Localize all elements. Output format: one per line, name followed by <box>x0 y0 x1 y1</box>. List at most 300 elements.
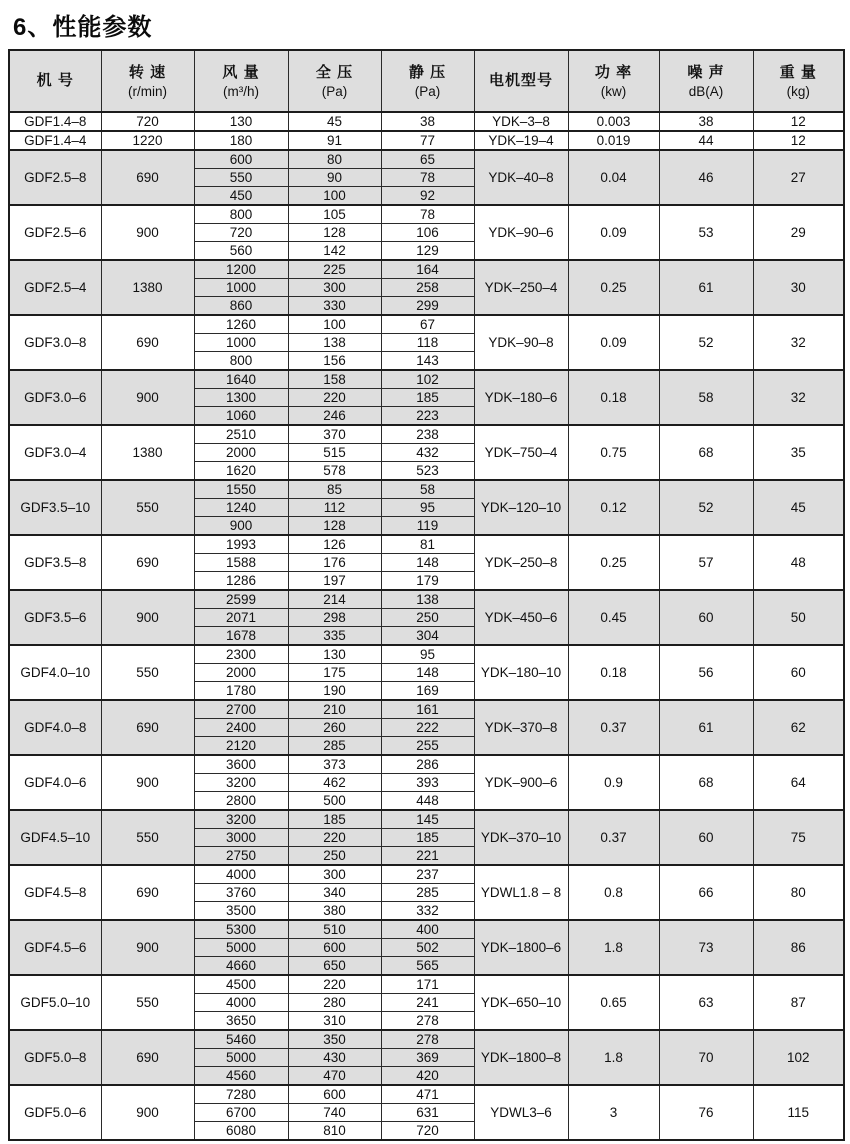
total-pressure-cell: 45 <box>288 112 381 131</box>
header-static-pressure-unit: (Pa) <box>414 83 441 99</box>
model-cell: GDF3.5–10 <box>9 480 101 535</box>
speed-cell: 690 <box>101 700 194 755</box>
airflow-cell: 1060 <box>194 407 288 426</box>
airflow-cell: 1993 <box>194 535 288 554</box>
noise-cell: 52 <box>659 480 753 535</box>
noise-cell: 66 <box>659 865 753 920</box>
static-pressure-cell: 400 <box>381 920 474 939</box>
static-pressure-cell: 65 <box>381 150 474 169</box>
speed-cell: 900 <box>101 1085 194 1140</box>
table-header <box>9 50 844 112</box>
static-pressure-cell: 143 <box>381 352 474 371</box>
total-pressure-cell: 250 <box>288 847 381 866</box>
header-airflow-unit: (m³/h) <box>223 83 259 99</box>
header-total-pressure-label: 全 压 <box>315 63 354 81</box>
speed-cell: 690 <box>101 150 194 205</box>
motor-model-cell: YDWL3–6 <box>474 1085 568 1140</box>
total-pressure-cell: 330 <box>288 297 381 316</box>
airflow-cell: 3200 <box>194 774 288 792</box>
total-pressure-cell: 462 <box>288 774 381 792</box>
power-cell: 0.37 <box>568 700 659 755</box>
static-pressure-cell: 222 <box>381 719 474 737</box>
header-weight-label: 重 量 <box>779 63 817 81</box>
static-pressure-cell: 78 <box>381 205 474 224</box>
static-pressure-cell: 250 <box>381 609 474 627</box>
weight-cell: 12 <box>753 131 844 150</box>
motor-model-cell: YDWL1.8 – 8 <box>474 865 568 920</box>
table-row <box>9 1085 844 1104</box>
motor-model-cell: YDK–450–6 <box>474 590 568 645</box>
airflow-cell: 550 <box>194 169 288 187</box>
total-pressure-cell: 740 <box>288 1104 381 1122</box>
total-pressure-cell: 220 <box>288 389 381 407</box>
motor-model-cell: YDK–90–8 <box>474 315 568 370</box>
static-pressure-cell: 92 <box>381 187 474 206</box>
static-pressure-cell: 432 <box>381 444 474 462</box>
weight-cell: 32 <box>753 370 844 425</box>
airflow-cell: 1780 <box>194 682 288 701</box>
total-pressure-cell: 156 <box>288 352 381 371</box>
power-cell: 0.65 <box>568 975 659 1030</box>
static-pressure-cell: 161 <box>381 700 474 719</box>
static-pressure-cell: 106 <box>381 224 474 242</box>
header-row <box>9 50 844 112</box>
static-pressure-cell: 393 <box>381 774 474 792</box>
motor-model-cell: YDK–1800–6 <box>474 920 568 975</box>
static-pressure-cell: 502 <box>381 939 474 957</box>
speed-cell: 900 <box>101 370 194 425</box>
table-row <box>9 645 844 664</box>
header-speed <box>101 50 194 112</box>
total-pressure-cell: 298 <box>288 609 381 627</box>
airflow-cell: 4560 <box>194 1067 288 1086</box>
weight-cell: 50 <box>753 590 844 645</box>
airflow-cell: 720 <box>194 224 288 242</box>
header-airflow <box>194 50 288 112</box>
total-pressure-cell: 350 <box>288 1030 381 1049</box>
total-pressure-cell: 373 <box>288 755 381 774</box>
static-pressure-cell: 278 <box>381 1030 474 1049</box>
noise-cell: 61 <box>659 260 753 315</box>
speed-cell: 550 <box>101 645 194 700</box>
total-pressure-cell: 185 <box>288 810 381 829</box>
static-pressure-cell: 299 <box>381 297 474 316</box>
model-cell: GDF5.0–10 <box>9 975 101 1030</box>
airflow-cell: 6700 <box>194 1104 288 1122</box>
total-pressure-cell: 100 <box>288 187 381 206</box>
total-pressure-cell: 300 <box>288 279 381 297</box>
header-power <box>568 50 659 112</box>
static-pressure-cell: 148 <box>381 554 474 572</box>
power-cell: 0.09 <box>568 205 659 260</box>
header-motor-model-label: 电机型号 <box>488 72 553 89</box>
airflow-cell: 1678 <box>194 627 288 646</box>
table-row <box>9 150 844 169</box>
noise-cell: 70 <box>659 1030 753 1085</box>
static-pressure-cell: 38 <box>381 112 474 131</box>
speed-cell: 900 <box>101 205 194 260</box>
model-cell: GDF4.5–6 <box>9 920 101 975</box>
weight-cell: 87 <box>753 975 844 1030</box>
power-cell: 0.18 <box>568 370 659 425</box>
airflow-cell: 3200 <box>194 810 288 829</box>
airflow-cell: 3760 <box>194 884 288 902</box>
noise-cell: 38 <box>659 112 753 131</box>
static-pressure-cell: 171 <box>381 975 474 994</box>
table-row <box>9 205 844 224</box>
static-pressure-cell: 145 <box>381 810 474 829</box>
airflow-cell: 2000 <box>194 444 288 462</box>
airflow-cell: 1550 <box>194 480 288 499</box>
static-pressure-cell: 471 <box>381 1085 474 1104</box>
static-pressure-cell: 241 <box>381 994 474 1012</box>
power-cell: 1.8 <box>568 920 659 975</box>
motor-model-cell: YDK–1800–8 <box>474 1030 568 1085</box>
model-cell: GDF4.0–10 <box>9 645 101 700</box>
weight-cell: 27 <box>753 150 844 205</box>
total-pressure-cell: 810 <box>288 1122 381 1141</box>
airflow-cell: 1000 <box>194 279 288 297</box>
total-pressure-cell: 130 <box>288 645 381 664</box>
total-pressure-cell: 220 <box>288 975 381 994</box>
total-pressure-cell: 650 <box>288 957 381 976</box>
static-pressure-cell: 102 <box>381 370 474 389</box>
static-pressure-cell: 286 <box>381 755 474 774</box>
total-pressure-cell: 220 <box>288 829 381 847</box>
total-pressure-cell: 578 <box>288 462 381 481</box>
header-power-unit: (kw) <box>600 83 627 99</box>
table-row <box>9 480 844 499</box>
airflow-cell: 3650 <box>194 1012 288 1031</box>
total-pressure-cell: 500 <box>288 792 381 811</box>
airflow-cell: 800 <box>194 352 288 371</box>
total-pressure-cell: 430 <box>288 1049 381 1067</box>
header-static-pressure-label: 静 压 <box>408 63 447 81</box>
noise-cell: 44 <box>659 131 753 150</box>
model-cell: GDF3.5–8 <box>9 535 101 590</box>
total-pressure-cell: 158 <box>288 370 381 389</box>
airflow-cell: 4000 <box>194 865 288 884</box>
motor-model-cell: YDK–900–6 <box>474 755 568 810</box>
airflow-cell: 2300 <box>194 645 288 664</box>
total-pressure-cell: 128 <box>288 224 381 242</box>
airflow-cell: 2400 <box>194 719 288 737</box>
airflow-cell: 560 <box>194 242 288 261</box>
weight-cell: 32 <box>753 315 844 370</box>
static-pressure-cell: 631 <box>381 1104 474 1122</box>
total-pressure-cell: 142 <box>288 242 381 261</box>
model-cell: GDF3.0–6 <box>9 370 101 425</box>
static-pressure-cell: 58 <box>381 480 474 499</box>
model-cell: GDF2.5–8 <box>9 150 101 205</box>
static-pressure-cell: 285 <box>381 884 474 902</box>
airflow-cell: 180 <box>194 131 288 150</box>
static-pressure-cell: 185 <box>381 389 474 407</box>
total-pressure-cell: 190 <box>288 682 381 701</box>
weight-cell: 35 <box>753 425 844 480</box>
static-pressure-cell: 420 <box>381 1067 474 1086</box>
power-cell: 0.003 <box>568 112 659 131</box>
airflow-cell: 5300 <box>194 920 288 939</box>
motor-model-cell: YDK–180–10 <box>474 645 568 700</box>
airflow-cell: 4500 <box>194 975 288 994</box>
speed-cell: 900 <box>101 590 194 645</box>
static-pressure-cell: 258 <box>381 279 474 297</box>
header-noise <box>659 50 753 112</box>
airflow-cell: 2700 <box>194 700 288 719</box>
power-cell: 0.8 <box>568 865 659 920</box>
power-cell: 0.37 <box>568 810 659 865</box>
speed-cell: 550 <box>101 810 194 865</box>
weight-cell: 45 <box>753 480 844 535</box>
weight-cell: 62 <box>753 700 844 755</box>
static-pressure-cell: 169 <box>381 682 474 701</box>
weight-cell: 48 <box>753 535 844 590</box>
total-pressure-cell: 85 <box>288 480 381 499</box>
total-pressure-cell: 246 <box>288 407 381 426</box>
static-pressure-cell: 523 <box>381 462 474 481</box>
noise-cell: 61 <box>659 700 753 755</box>
table-row <box>9 370 844 389</box>
speed-cell: 720 <box>101 112 194 131</box>
static-pressure-cell: 223 <box>381 407 474 426</box>
weight-cell: 64 <box>753 755 844 810</box>
total-pressure-cell: 126 <box>288 535 381 554</box>
table-row <box>9 425 844 444</box>
table-row <box>9 112 844 131</box>
airflow-cell: 2599 <box>194 590 288 609</box>
speed-cell: 550 <box>101 480 194 535</box>
airflow-cell: 2750 <box>194 847 288 866</box>
static-pressure-cell: 77 <box>381 131 474 150</box>
static-pressure-cell: 148 <box>381 664 474 682</box>
header-noise-label: 噪 声 <box>687 63 725 81</box>
static-pressure-cell: 67 <box>381 315 474 334</box>
page-title: 6、性能参数 <box>13 14 153 41</box>
airflow-cell: 600 <box>194 150 288 169</box>
motor-model-cell: YDK–650–10 <box>474 975 568 1030</box>
power-cell: 0.9 <box>568 755 659 810</box>
model-cell: GDF2.5–4 <box>9 260 101 315</box>
header-motor-model <box>474 50 568 112</box>
motor-model-cell: YDK–40–8 <box>474 150 568 205</box>
static-pressure-cell: 81 <box>381 535 474 554</box>
model-cell: GDF3.5–6 <box>9 590 101 645</box>
performance-table <box>8 49 845 1141</box>
noise-cell: 58 <box>659 370 753 425</box>
noise-cell: 76 <box>659 1085 753 1140</box>
total-pressure-cell: 210 <box>288 700 381 719</box>
table-row <box>9 131 844 150</box>
total-pressure-cell: 176 <box>288 554 381 572</box>
table-row <box>9 755 844 774</box>
speed-cell: 900 <box>101 755 194 810</box>
header-airflow-label: 风 量 <box>222 63 260 81</box>
header-weight-unit: (kg) <box>786 83 810 99</box>
total-pressure-cell: 335 <box>288 627 381 646</box>
static-pressure-cell: 95 <box>381 645 474 664</box>
noise-cell: 60 <box>659 810 753 865</box>
airflow-cell: 1588 <box>194 554 288 572</box>
noise-cell: 46 <box>659 150 753 205</box>
model-cell: GDF1.4–4 <box>9 131 101 150</box>
model-cell: GDF2.5–6 <box>9 205 101 260</box>
weight-cell: 60 <box>753 645 844 700</box>
header-model-label: 机 号 <box>36 72 74 89</box>
header-speed-unit: (r/min) <box>128 83 167 99</box>
model-cell: GDF4.5–8 <box>9 865 101 920</box>
power-cell: 0.09 <box>568 315 659 370</box>
airflow-cell: 2120 <box>194 737 288 756</box>
total-pressure-cell: 280 <box>288 994 381 1012</box>
total-pressure-cell: 112 <box>288 499 381 517</box>
header-noise-unit: dB(A) <box>688 83 724 99</box>
airflow-cell: 1640 <box>194 370 288 389</box>
airflow-cell: 2510 <box>194 425 288 444</box>
static-pressure-cell: 278 <box>381 1012 474 1031</box>
power-cell: 0.019 <box>568 131 659 150</box>
airflow-cell: 6080 <box>194 1122 288 1141</box>
motor-model-cell: YDK–250–8 <box>474 535 568 590</box>
table-row <box>9 315 844 334</box>
airflow-cell: 1286 <box>194 572 288 591</box>
header-power-label: 功 率 <box>594 63 633 81</box>
performance-table-body <box>9 112 844 1140</box>
motor-model-cell: YDK–250–4 <box>474 260 568 315</box>
static-pressure-cell: 448 <box>381 792 474 811</box>
weight-cell: 30 <box>753 260 844 315</box>
header-speed-label: 转 速 <box>128 63 167 81</box>
motor-model-cell: YDK–19–4 <box>474 131 568 150</box>
static-pressure-cell: 304 <box>381 627 474 646</box>
total-pressure-cell: 600 <box>288 1085 381 1104</box>
total-pressure-cell: 310 <box>288 1012 381 1031</box>
header-weight <box>753 50 844 112</box>
power-cell: 1.8 <box>568 1030 659 1085</box>
weight-cell: 80 <box>753 865 844 920</box>
static-pressure-cell: 119 <box>381 517 474 536</box>
static-pressure-cell: 332 <box>381 902 474 921</box>
airflow-cell: 5460 <box>194 1030 288 1049</box>
speed-cell: 690 <box>101 865 194 920</box>
total-pressure-cell: 100 <box>288 315 381 334</box>
airflow-cell: 5000 <box>194 939 288 957</box>
airflow-cell: 4660 <box>194 957 288 976</box>
motor-model-cell: YDK–370–8 <box>474 700 568 755</box>
table-row <box>9 700 844 719</box>
static-pressure-cell: 129 <box>381 242 474 261</box>
total-pressure-cell: 91 <box>288 131 381 150</box>
airflow-cell: 1620 <box>194 462 288 481</box>
noise-cell: 56 <box>659 645 753 700</box>
static-pressure-cell: 138 <box>381 590 474 609</box>
noise-cell: 52 <box>659 315 753 370</box>
speed-cell: 1220 <box>101 131 194 150</box>
speed-cell: 900 <box>101 920 194 975</box>
motor-model-cell: YDK–370–10 <box>474 810 568 865</box>
noise-cell: 73 <box>659 920 753 975</box>
airflow-cell: 1260 <box>194 315 288 334</box>
static-pressure-cell: 255 <box>381 737 474 756</box>
model-cell: GDF1.4–8 <box>9 112 101 131</box>
noise-cell: 68 <box>659 425 753 480</box>
power-cell: 0.12 <box>568 480 659 535</box>
airflow-cell: 7280 <box>194 1085 288 1104</box>
speed-cell: 690 <box>101 535 194 590</box>
noise-cell: 57 <box>659 535 753 590</box>
total-pressure-cell: 470 <box>288 1067 381 1086</box>
speed-cell: 550 <box>101 975 194 1030</box>
static-pressure-cell: 238 <box>381 425 474 444</box>
airflow-cell: 4000 <box>194 994 288 1012</box>
total-pressure-cell: 214 <box>288 590 381 609</box>
airflow-cell: 800 <box>194 205 288 224</box>
model-cell: GDF4.0–8 <box>9 700 101 755</box>
power-cell: 0.04 <box>568 150 659 205</box>
power-cell: 0.45 <box>568 590 659 645</box>
total-pressure-cell: 380 <box>288 902 381 921</box>
table-row <box>9 865 844 884</box>
noise-cell: 60 <box>659 590 753 645</box>
header-static-pressure <box>381 50 474 112</box>
weight-cell: 102 <box>753 1030 844 1085</box>
speed-cell: 1380 <box>101 425 194 480</box>
airflow-cell: 900 <box>194 517 288 536</box>
static-pressure-cell: 565 <box>381 957 474 976</box>
static-pressure-cell: 164 <box>381 260 474 279</box>
total-pressure-cell: 340 <box>288 884 381 902</box>
model-cell: GDF4.5–10 <box>9 810 101 865</box>
total-pressure-cell: 300 <box>288 865 381 884</box>
power-cell: 0.18 <box>568 645 659 700</box>
total-pressure-cell: 510 <box>288 920 381 939</box>
airflow-cell: 2000 <box>194 664 288 682</box>
weight-cell: 75 <box>753 810 844 865</box>
airflow-cell: 3500 <box>194 902 288 921</box>
model-cell: GDF3.0–8 <box>9 315 101 370</box>
airflow-cell: 5000 <box>194 1049 288 1067</box>
power-cell: 0.25 <box>568 260 659 315</box>
static-pressure-cell: 185 <box>381 829 474 847</box>
weight-cell: 115 <box>753 1085 844 1140</box>
header-model <box>9 50 101 112</box>
model-cell: GDF3.0–4 <box>9 425 101 480</box>
power-cell: 3 <box>568 1085 659 1140</box>
total-pressure-cell: 197 <box>288 572 381 591</box>
motor-model-cell: YDK–120–10 <box>474 480 568 535</box>
static-pressure-cell: 78 <box>381 169 474 187</box>
total-pressure-cell: 515 <box>288 444 381 462</box>
airflow-cell: 3600 <box>194 755 288 774</box>
total-pressure-cell: 225 <box>288 260 381 279</box>
weight-cell: 29 <box>753 205 844 260</box>
static-pressure-cell: 118 <box>381 334 474 352</box>
table-row <box>9 810 844 829</box>
total-pressure-cell: 260 <box>288 719 381 737</box>
model-cell: GDF4.0–6 <box>9 755 101 810</box>
motor-model-cell: YDK–180–6 <box>474 370 568 425</box>
total-pressure-cell: 80 <box>288 150 381 169</box>
header-total-pressure <box>288 50 381 112</box>
total-pressure-cell: 105 <box>288 205 381 224</box>
speed-cell: 1380 <box>101 260 194 315</box>
weight-cell: 12 <box>753 112 844 131</box>
table-row <box>9 260 844 279</box>
airflow-cell: 2071 <box>194 609 288 627</box>
airflow-cell: 450 <box>194 187 288 206</box>
total-pressure-cell: 600 <box>288 939 381 957</box>
total-pressure-cell: 90 <box>288 169 381 187</box>
